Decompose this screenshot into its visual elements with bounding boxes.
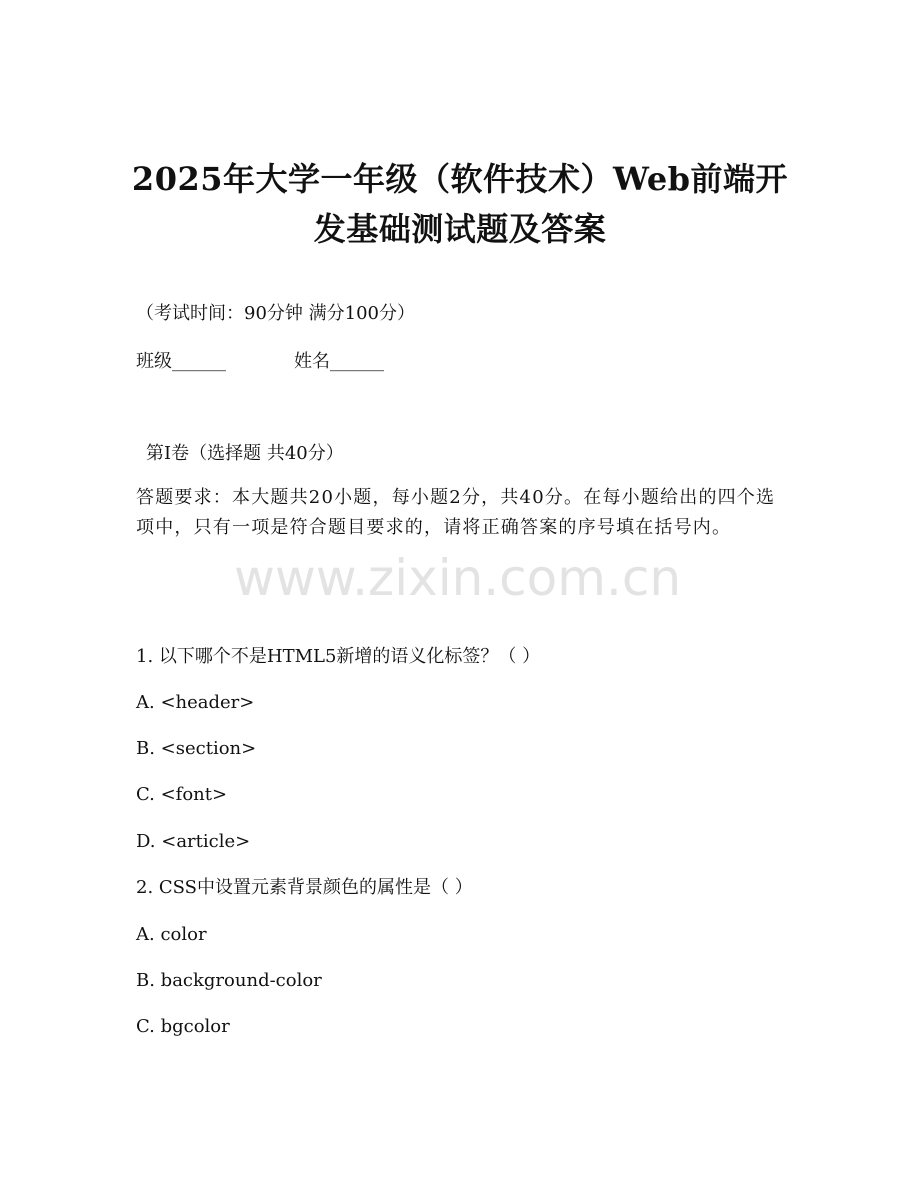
document-title-line-2: 发基础测试题及答案	[313, 210, 607, 248]
instructions-paragraph: 答题要求：本大题共20小题，每小题2分，共40分。在每小题给出的四个选项中，只有一项是符合题目要求的，请将正确答案的序号填在括号内。	[136, 487, 776, 538]
section-title: 第Ⅰ卷（选择题 共40分）	[146, 443, 344, 464]
question-1-option-c: C. <font>	[136, 784, 228, 805]
question-2-option-c: C. bgcolor	[136, 1016, 230, 1037]
class-field-label: 班级______	[136, 351, 226, 372]
name-field-label: 姓名______	[294, 351, 384, 372]
exam-info: （考试时间：90分钟 满分100分）	[136, 303, 415, 324]
question-1-option-a: A. <header>	[136, 692, 255, 713]
question-1-option-d: D. <article>	[136, 831, 251, 852]
document-title-line-1: 2025年大学一年级（软件技术）Web前端开	[131, 160, 789, 198]
question-2-option-b: B. background-color	[136, 970, 322, 991]
question-1-stem: 1. 以下哪个不是HTML5新增的语义化标签？（ ）	[136, 646, 541, 667]
question-2-stem: 2. CSS中设置元素背景颜色的属性是（ ）	[136, 877, 473, 898]
question-1-option-b: B. <section>	[136, 738, 257, 759]
watermark-text: www.zixin.com.cn	[234, 549, 682, 607]
question-2-option-a: A. color	[136, 924, 207, 945]
